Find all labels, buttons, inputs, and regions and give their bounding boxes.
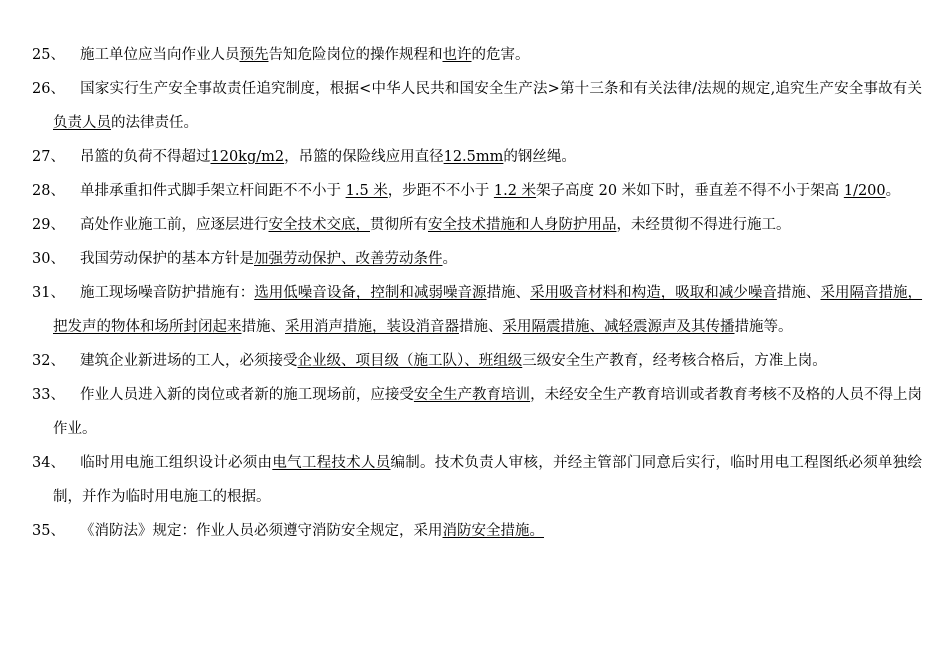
item-text: 吊篮的负荷不得超过 — [80, 149, 211, 165]
item-text: 高处作业施工前，应逐层进行 — [80, 217, 269, 233]
answer-text: 负责人员 — [53, 115, 111, 131]
item-text: 的钢丝绳。 — [503, 149, 576, 165]
item-text: 施工现场噪音防护措施有： — [80, 285, 255, 301]
item-number: 30、 — [32, 251, 65, 267]
answer-text: 预先 — [239, 47, 269, 63]
answer-text: 安全生产教育培训 — [413, 387, 531, 403]
list-item — [32, 174, 922, 208]
answer-text: 采用隔音措施，把发声的物体和场所封闭起来 — [53, 285, 923, 335]
item-number: 25、 — [32, 47, 65, 63]
item-text: 临时用电施工组织设计必须由 — [80, 455, 273, 471]
list-item — [32, 514, 922, 548]
item-text: 我国劳动保护的基本方针是 — [80, 251, 254, 267]
item-number: 32、 — [32, 353, 65, 369]
answer-text: 采用吸音材料和构造，吸取和减少噪音 — [530, 285, 777, 301]
item-text: 措施、 — [486, 285, 531, 301]
answer-text: 消防安全措施。 — [442, 523, 544, 539]
item-number: 26、 — [32, 81, 65, 97]
answer-text: 企业级、项目级（施工队）、班组级 — [297, 353, 523, 369]
item-text: 。 — [885, 183, 901, 199]
answer-text: 也许 — [442, 47, 472, 63]
item-text: 建筑企业新进场的工人，必须接受 — [80, 353, 298, 369]
list-item — [32, 38, 922, 72]
item-text: 的法律责任。 — [111, 115, 198, 131]
list-item — [32, 378, 922, 446]
item-text: 三级安全生产教育，经考核合格后，方准上岗。 — [522, 353, 827, 369]
item-text: 。 — [442, 251, 457, 267]
answer-text: 1/200 — [843, 183, 886, 199]
item-text: ，步距不不小于 — [387, 183, 494, 199]
list-item — [32, 344, 922, 378]
answer-text: 安全技术措施和人身防护用品 — [428, 217, 617, 233]
item-text: 措施、 — [776, 285, 821, 301]
item-text: 编制。技术负责人审核，并经主管部门同意后实行，临时用电工程图纸必须单独绘制，并作为临时用电施工的根据。 — [53, 455, 923, 505]
item-text: 单排承重扣件式脚手架立杆间距不不小于 — [80, 183, 346, 199]
item-text: 施工单位应当向作业人员 — [80, 47, 240, 63]
answer-text: 120kg/m2 — [210, 149, 285, 165]
answer-text: 1.2 米 — [493, 183, 537, 199]
item-text: 措施、 — [241, 319, 285, 335]
item-text: 告知危险岗位的操作规程和 — [268, 47, 443, 63]
answer-text: 选用低噪音设备，控制和减弱噪音源 — [254, 285, 487, 301]
item-text: 贯彻所有 — [370, 217, 428, 233]
list-item — [32, 140, 922, 174]
item-text: 措施等。 — [734, 319, 793, 335]
answer-text: 采用消声措施，装设消音器 — [285, 319, 459, 335]
item-text: ，未经安全生产教育培训或者教育考核不及格的人员不得上岗作业。 — [53, 387, 923, 437]
item-text: 《消防法》规定：作业人员必须遵守消防安全规定，采用 — [80, 523, 443, 539]
item-number: 27、 — [32, 149, 65, 165]
list-item — [32, 72, 922, 140]
item-number: 29、 — [32, 217, 65, 233]
item-text: 架子高度 20 米如下时，垂直差不得不小于架高 — [536, 183, 844, 199]
item-number: 35、 — [32, 523, 65, 539]
item-text: 作业人员进入新的岗位或者新的施工现场前，应接受 — [80, 387, 414, 403]
answer-text: 12.5mm — [443, 149, 504, 165]
item-number: 31、 — [32, 285, 65, 301]
item-number: 33、 — [32, 387, 65, 403]
answer-text: 安全技术交底， — [268, 217, 370, 233]
answer-text: 采用隔震措施、减轻震源声及其传播 — [502, 319, 735, 335]
answer-text: 1.5 米 — [345, 183, 388, 199]
document-page — [32, 38, 922, 548]
list-item — [32, 208, 922, 242]
item-text: 措施、 — [459, 319, 503, 335]
list-item — [32, 276, 922, 344]
answer-text: 加强劳动保护、改善劳动条件 — [254, 251, 443, 267]
question-list — [32, 38, 922, 548]
item-text: ，未经贯彻不得进行施工。 — [616, 217, 791, 233]
item-number: 34、 — [32, 455, 65, 471]
item-text: 国家实行生产安全事故责任追究制度，根据<中华人民共和国安全生产法>第十三条和有关法律/法规的规定,追究生产安全事故有关 — [80, 81, 922, 97]
item-number: 28、 — [32, 183, 65, 199]
answer-text: 电气工程技术人员 — [272, 455, 391, 471]
list-item — [32, 242, 922, 276]
item-text: 的危害。 — [471, 47, 530, 63]
list-item — [32, 446, 922, 514]
item-text: ，吊篮的保险线应用直径 — [284, 149, 444, 165]
